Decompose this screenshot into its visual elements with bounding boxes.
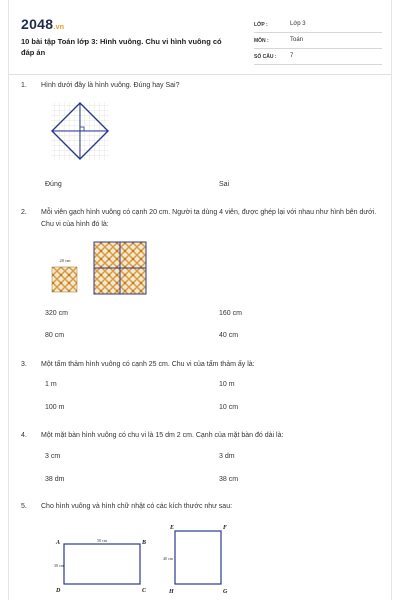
question-text: Hình dưới đây là hình vuông. Đúng hay Sai?: [41, 82, 180, 89]
rect-vertex-label: B: [142, 540, 147, 546]
meta-row-subject: [254, 33, 382, 49]
meta-label: SỐ CÂU :: [254, 54, 277, 60]
answer-option[interactable]: 320 cm: [45, 310, 68, 317]
tiles-figure: [49, 239, 153, 297]
header-divider: [9, 74, 391, 75]
page-title: 10 bài tập Toán lớp 3: Hình vuông. Chu vi hình vuông có đáp án: [21, 37, 222, 57]
answer-option[interactable]: 40 cm: [219, 332, 239, 339]
meta-value: Lớp 3: [290, 21, 306, 27]
question-number: 1.: [21, 82, 27, 89]
answer-option[interactable]: 3 dm: [219, 453, 235, 460]
rect-height-label: 30 cm: [54, 563, 64, 568]
question-number: 4.: [21, 432, 27, 439]
meta-label: LỚP :: [254, 22, 268, 28]
answer-option[interactable]: 160 cm: [219, 310, 242, 317]
answer-option[interactable]: Đúng: [45, 181, 62, 188]
diamond-figure: [49, 100, 111, 162]
meta-table: [254, 17, 382, 65]
question-number: 2.: [21, 209, 27, 216]
question-text: Cho hình vuông và hình chữ nhật có các kích thước như sau:: [41, 503, 233, 510]
square-vertex-label: F: [223, 525, 228, 531]
logo[interactable]: 2048.vn: [21, 16, 65, 32]
meta-value: Toán: [290, 37, 304, 43]
meta-label: MÔN :: [254, 38, 269, 44]
square-vertex-label: G: [223, 589, 228, 595]
answer-option[interactable]: 10 m: [219, 381, 235, 388]
answer-option[interactable]: 3 cm: [45, 453, 61, 460]
answer-option[interactable]: 38 dm: [45, 476, 65, 483]
meta-value: 7: [290, 53, 294, 59]
question-text: Một mặt bàn hình vuông có chu vi là 15 dm 2 cm. Cạnh của mặt bàn đó dài là:: [41, 432, 284, 439]
square-side-label: 40 cm: [163, 556, 173, 561]
rectangle-square-figure: [44, 518, 244, 598]
rect-vertex-label: D: [56, 588, 61, 594]
answer-option[interactable]: 38 cm: [219, 476, 239, 483]
question-text: Một tấm thảm hình vuông có cạnh 25 cm. Chu vi của tấm thảm ấy là:: [41, 361, 255, 368]
square-vertex-label: E: [170, 525, 175, 531]
answer-option[interactable]: 80 cm: [45, 332, 65, 339]
answer-option[interactable]: Sai: [219, 181, 230, 188]
worksheet: [8, 0, 392, 600]
answer-option[interactable]: 1 m: [45, 381, 57, 388]
rect-width-label: 50 cm: [97, 538, 107, 543]
answer-option[interactable]: 100 m: [45, 404, 65, 411]
question-text: Mỗi viên gạch hình vuông có cạnh 20 cm. Người ta dùng 4 viên, được ghép lại với nhau như hình bên dưới. Chu vi của hình đó là:: [41, 209, 377, 228]
header: [9, 8, 391, 72]
tile-size-label: 20 cm: [59, 258, 71, 263]
meta-row-grade: [254, 17, 382, 33]
question-number: 5.: [21, 503, 27, 510]
answer-option[interactable]: 10 cm: [219, 404, 239, 411]
rect-vertex-label: A: [56, 540, 61, 546]
meta-row-count: [254, 49, 382, 65]
question-number: 3.: [21, 361, 27, 368]
square-vertex-label: H: [169, 589, 174, 595]
rect-vertex-label: C: [142, 588, 147, 594]
